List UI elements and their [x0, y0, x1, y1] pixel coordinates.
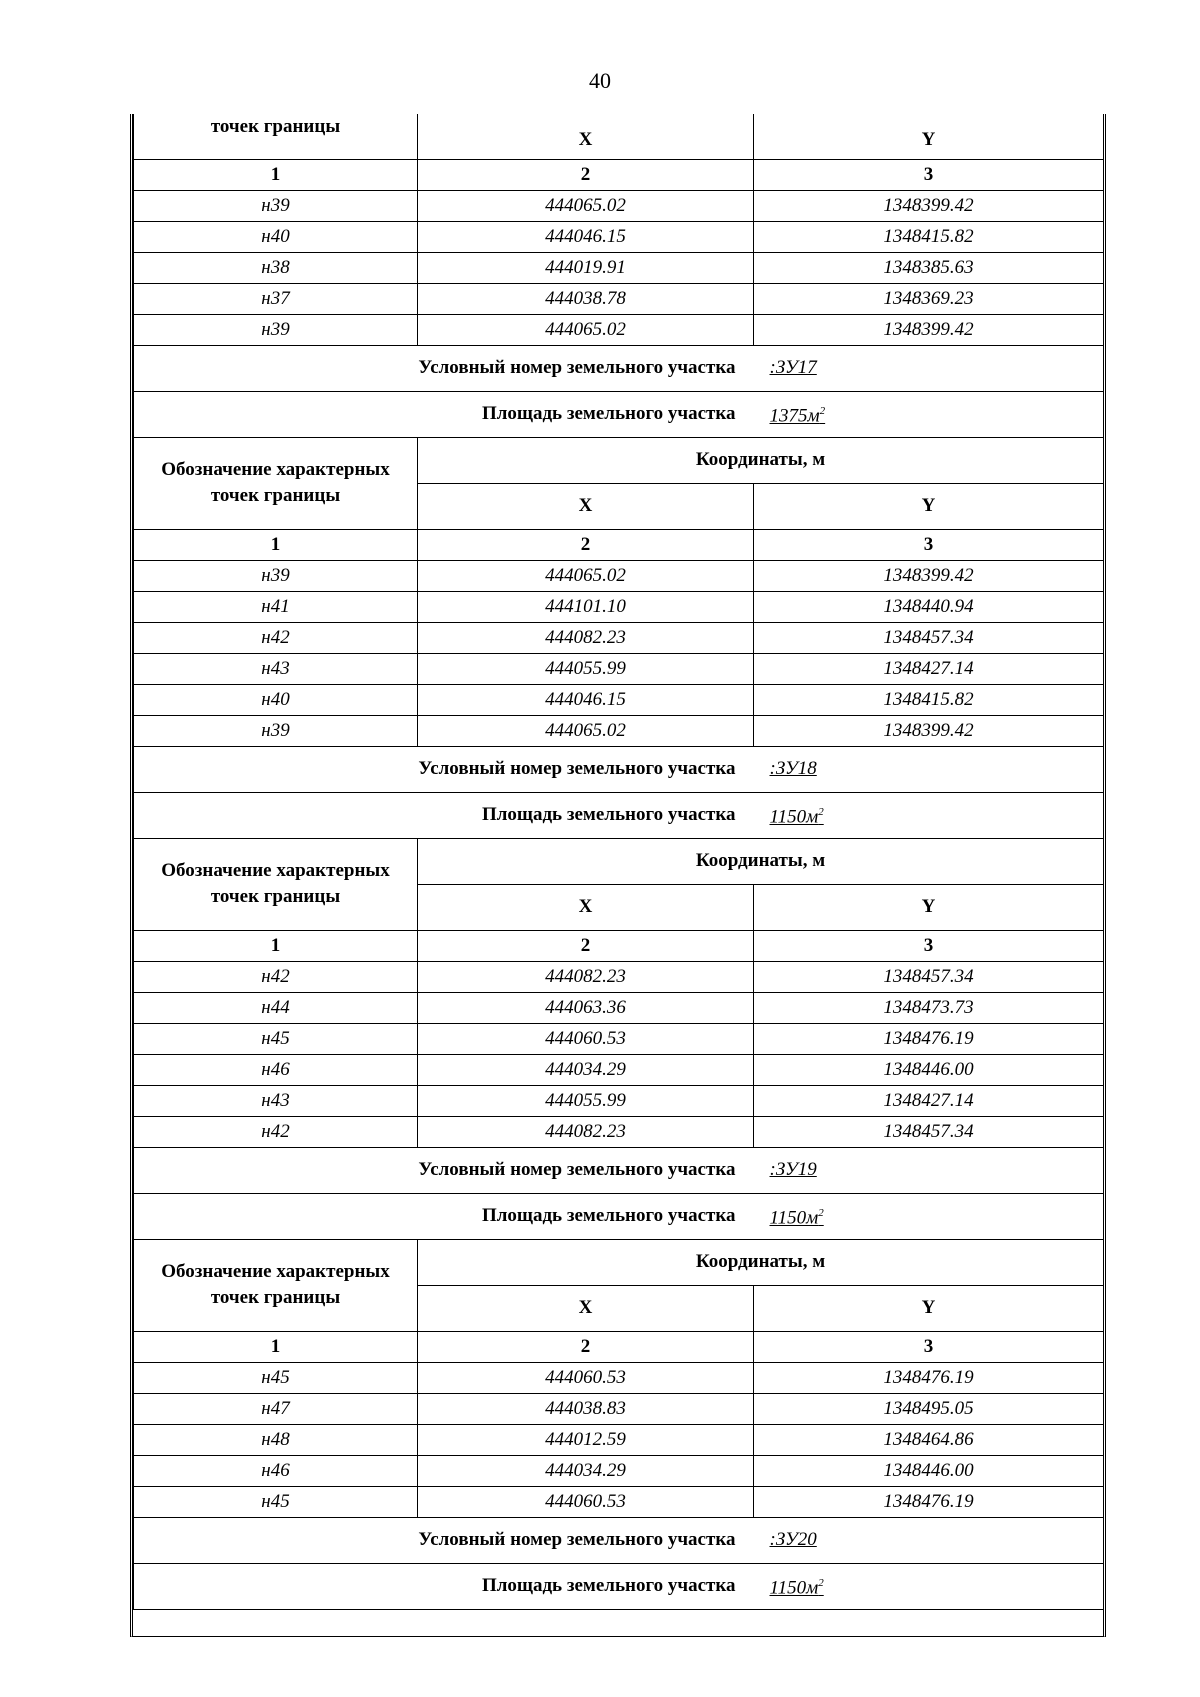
- designation-header: Обозначение характерных точек границы: [134, 838, 418, 930]
- info-label-text: Площадь земельного участка: [481, 1205, 736, 1226]
- y-value: 1348427.14: [754, 1085, 1104, 1116]
- column-number: 2: [418, 159, 754, 190]
- point-name: н39: [134, 314, 418, 345]
- y-value: 1348476.19: [754, 1023, 1104, 1054]
- y-value: 1348415.82: [754, 684, 1104, 715]
- cond-number-row: [134, 1517, 1104, 1563]
- column-numbers-row: [134, 1331, 1104, 1362]
- cond-number-label: [134, 746, 754, 792]
- y-value: 1348457.34: [754, 622, 1104, 653]
- table-row: [134, 1424, 1104, 1455]
- y-value: 1348473.73: [754, 992, 1104, 1023]
- designation-header-cont: точек границы: [134, 114, 418, 159]
- area-row: [134, 1563, 1104, 1609]
- x-value: 444065.02: [418, 190, 754, 221]
- x-value: 444038.83: [418, 1393, 754, 1424]
- table-header-continued: [134, 114, 1104, 159]
- area-row: [134, 1193, 1104, 1239]
- point-name: н40: [134, 684, 418, 715]
- point-name: н45: [134, 1486, 418, 1517]
- x-value: 444065.02: [418, 715, 754, 746]
- point-name: н38: [134, 252, 418, 283]
- point-name: н37: [134, 283, 418, 314]
- table-row: [134, 560, 1104, 591]
- table-row: [134, 221, 1104, 252]
- y-value: 1348457.34: [754, 1116, 1104, 1147]
- column-number: 1: [134, 1331, 418, 1362]
- y-value: 1348446.00: [754, 1054, 1104, 1085]
- table-row: [134, 252, 1104, 283]
- x-header: X: [418, 483, 754, 529]
- cond-number-row: [134, 746, 1104, 792]
- cond-number-row: [134, 1147, 1104, 1193]
- x-value: 444055.99: [418, 653, 754, 684]
- table-row: [134, 715, 1104, 746]
- table-row: [134, 591, 1104, 622]
- column-numbers-row: [134, 529, 1104, 560]
- info-value-text: :ЗУ20: [769, 1529, 817, 1550]
- info-value-text: :ЗУ17: [769, 357, 817, 378]
- y-value: 1348399.42: [754, 314, 1104, 345]
- table-body: [134, 114, 1104, 1609]
- area-label: [134, 391, 754, 437]
- x-value: 444034.29: [418, 1054, 754, 1085]
- table-row: [134, 1116, 1104, 1147]
- coords-header: Координаты, м: [418, 437, 1104, 483]
- y-header: Y: [754, 114, 1104, 159]
- column-number: 1: [134, 529, 418, 560]
- cond-number-label: [134, 1147, 754, 1193]
- x-value: 444065.02: [418, 560, 754, 591]
- superscript: 2: [818, 1577, 824, 1590]
- cond-number-value: [754, 1517, 1104, 1563]
- info-value-text: 1150м: [769, 806, 819, 828]
- column-number: 1: [134, 159, 418, 190]
- area-row: [134, 391, 1104, 437]
- coords-header: Координаты, м: [418, 1239, 1104, 1285]
- point-name: н39: [134, 190, 418, 221]
- x-value: 444082.23: [418, 1116, 754, 1147]
- info-label-text: Площадь земельного участка: [481, 403, 736, 424]
- y-value: 1348440.94: [754, 591, 1104, 622]
- y-value: 1348427.14: [754, 653, 1104, 684]
- point-name: н46: [134, 1054, 418, 1085]
- info-value-text: :ЗУ18: [769, 758, 817, 779]
- y-value: 1348495.05: [754, 1393, 1104, 1424]
- info-label-text: Условный номер земельного участка: [418, 1159, 736, 1180]
- x-header: X: [418, 114, 754, 159]
- cond-number-row: [134, 345, 1104, 391]
- area-value: [754, 1563, 1104, 1609]
- y-header: Y: [754, 884, 1104, 930]
- table-row: [134, 314, 1104, 345]
- point-name: н45: [134, 1362, 418, 1393]
- table-row: [134, 1455, 1104, 1486]
- column-number: 2: [418, 529, 754, 560]
- point-name: н43: [134, 653, 418, 684]
- x-value: 444019.91: [418, 252, 754, 283]
- x-value: 444038.78: [418, 283, 754, 314]
- point-name: н42: [134, 1116, 418, 1147]
- column-number: 3: [754, 930, 1104, 961]
- superscript: 2: [819, 405, 826, 418]
- x-value: 444034.29: [418, 1455, 754, 1486]
- table-header: [134, 1239, 1104, 1285]
- y-value: 1348385.63: [754, 252, 1104, 283]
- x-value: 444046.15: [418, 684, 754, 715]
- x-value: 444046.15: [418, 221, 754, 252]
- point-name: н39: [134, 560, 418, 591]
- x-value: 444055.99: [418, 1085, 754, 1116]
- info-label-text: Площадь земельного участка: [481, 804, 736, 825]
- column-number: 3: [754, 159, 1104, 190]
- x-value: 444012.59: [418, 1424, 754, 1455]
- table-row: [134, 1054, 1104, 1085]
- cond-number-value: [754, 345, 1104, 391]
- table-row: [134, 961, 1104, 992]
- y-value: 1348399.42: [754, 190, 1104, 221]
- coordinates-table: [133, 114, 1104, 1610]
- x-value: 444082.23: [418, 961, 754, 992]
- point-name: н45: [134, 1023, 418, 1054]
- cond-number-value: [754, 746, 1104, 792]
- table-row: [134, 1023, 1104, 1054]
- superscript: 2: [818, 1207, 824, 1220]
- column-number: 1: [134, 930, 418, 961]
- x-header: X: [418, 884, 754, 930]
- y-value: 1348464.86: [754, 1424, 1104, 1455]
- column-numbers-row: [134, 159, 1104, 190]
- area-label: [134, 1193, 754, 1239]
- table-header: [134, 838, 1104, 884]
- info-label-text: Площадь земельного участка: [481, 1575, 736, 1596]
- x-value: 444065.02: [418, 314, 754, 345]
- table-header: [134, 437, 1104, 483]
- table-row: [134, 684, 1104, 715]
- y-value: 1348369.23: [754, 283, 1104, 314]
- superscript: 2: [818, 806, 824, 819]
- y-value: 1348446.00: [754, 1455, 1104, 1486]
- point-name: н47: [134, 1393, 418, 1424]
- table-row: [134, 1486, 1104, 1517]
- info-value-text: :ЗУ19: [769, 1159, 817, 1180]
- column-number: 2: [418, 1331, 754, 1362]
- y-header: Y: [754, 483, 1104, 529]
- info-value-text: 1150м: [769, 1207, 819, 1229]
- area-label: [134, 1563, 754, 1609]
- table-row: [134, 1393, 1104, 1424]
- y-value: 1348399.42: [754, 715, 1104, 746]
- column-number: 3: [754, 529, 1104, 560]
- x-value: 444060.53: [418, 1023, 754, 1054]
- area-value: [754, 1193, 1104, 1239]
- table-row: [134, 190, 1104, 221]
- coords-header: Координаты, м: [418, 838, 1104, 884]
- point-name: н48: [134, 1424, 418, 1455]
- point-name: н46: [134, 1455, 418, 1486]
- point-name: н41: [134, 591, 418, 622]
- info-label-text: Условный номер земельного участка: [418, 357, 736, 378]
- table-row: [134, 622, 1104, 653]
- area-label: [134, 792, 754, 838]
- page-number: 40: [589, 68, 611, 93]
- y-value: 1348457.34: [754, 961, 1104, 992]
- column-number: 2: [418, 930, 754, 961]
- area-row: [134, 792, 1104, 838]
- table-row: [134, 1085, 1104, 1116]
- info-value-text: 1375м: [769, 405, 820, 427]
- table-row: [134, 992, 1104, 1023]
- x-value: 444060.53: [418, 1486, 754, 1517]
- y-value: 1348476.19: [754, 1486, 1104, 1517]
- cond-number-value: [754, 1147, 1104, 1193]
- x-value: 444082.23: [418, 622, 754, 653]
- cond-number-label: [134, 1517, 754, 1563]
- x-header: X: [418, 1285, 754, 1331]
- y-value: 1348399.42: [754, 560, 1104, 591]
- point-name: н42: [134, 622, 418, 653]
- cond-number-label: [134, 345, 754, 391]
- point-name: н39: [134, 715, 418, 746]
- table-row: [134, 283, 1104, 314]
- info-label-text: Условный номер земельного участка: [418, 1529, 736, 1550]
- column-number: 3: [754, 1331, 1104, 1362]
- info-value-text: 1150м: [769, 1577, 819, 1599]
- x-value: 444063.36: [418, 992, 754, 1023]
- y-header: Y: [754, 1285, 1104, 1331]
- area-value: [754, 391, 1104, 437]
- column-numbers-row: [134, 930, 1104, 961]
- point-name: н42: [134, 961, 418, 992]
- designation-header: Обозначение характерных точек границы: [134, 1239, 418, 1331]
- point-name: н40: [134, 221, 418, 252]
- x-value: 444101.10: [418, 591, 754, 622]
- table-row: [134, 653, 1104, 684]
- info-label-text: Условный номер земельного участка: [418, 758, 736, 779]
- x-value: 444060.53: [418, 1362, 754, 1393]
- y-value: 1348476.19: [754, 1362, 1104, 1393]
- y-value: 1348415.82: [754, 221, 1104, 252]
- table-row: [134, 1362, 1104, 1393]
- designation-header: Обозначение характерных точек границы: [134, 437, 418, 529]
- point-name: н43: [134, 1085, 418, 1116]
- area-value: [754, 792, 1104, 838]
- point-name: н44: [134, 992, 418, 1023]
